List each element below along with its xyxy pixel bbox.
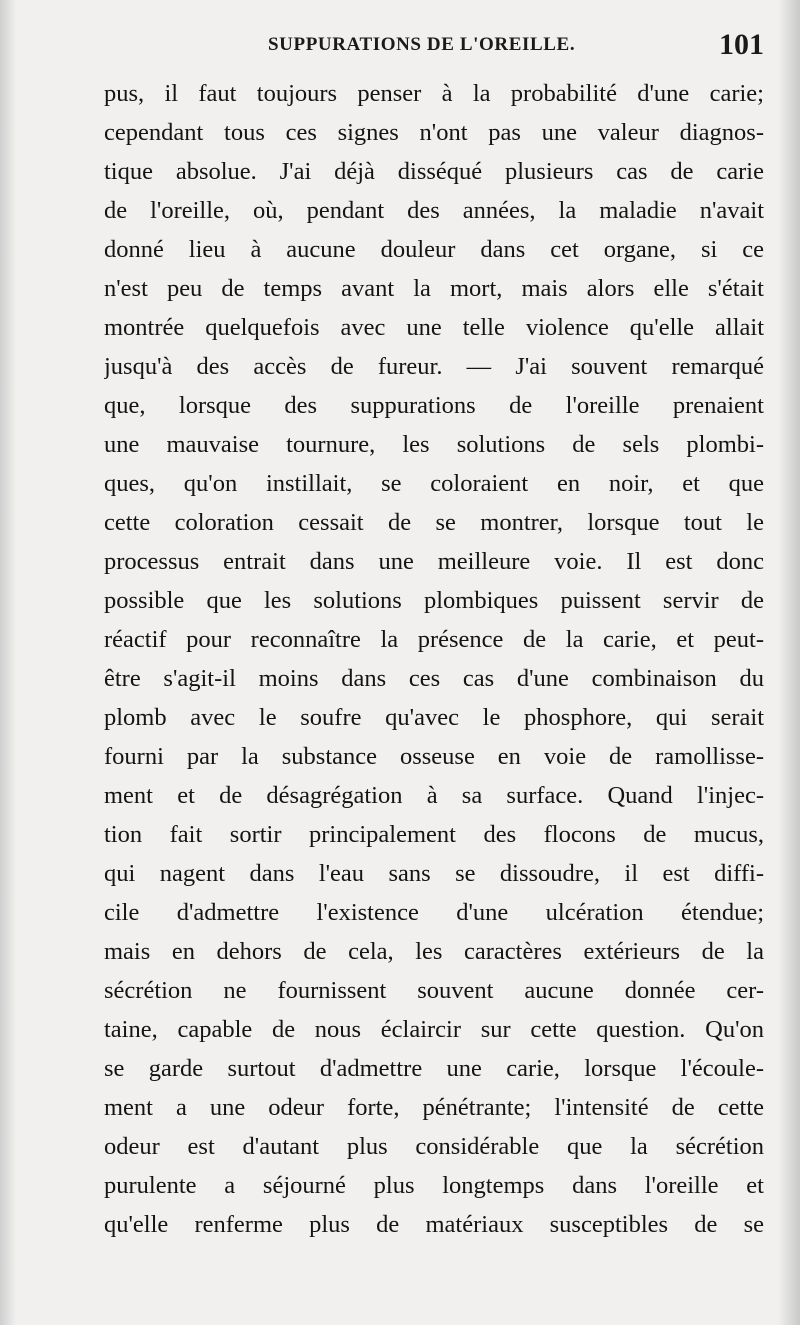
text-line: odeur est d'autant plus considérable que la sécrétion — [104, 1133, 764, 1160]
text-line: processus entrait dans une meilleure voie. Il est donc — [104, 548, 764, 575]
text-line: ques, qu'on instillait, se coloraient en noir, et que — [104, 470, 764, 497]
page-edge-shadow-right — [778, 0, 800, 1325]
text-line: possible que les solutions plombiques puissent servir de — [104, 587, 764, 614]
text-line: de l'oreille, où, pendant des années, la maladie n'avait — [104, 197, 764, 224]
page-number: 101 — [719, 28, 764, 61]
text-line: ment et de désagrégation à sa surface. Quand l'injec- — [104, 782, 764, 809]
text-line: tion fait sortir principalement des flocons de mucus, — [104, 821, 764, 848]
text-line: montrée quelquefois avec une telle violence qu'elle allait — [104, 314, 764, 341]
text-line: qu'elle renferme plus de matériaux susceptibles de se — [104, 1211, 764, 1238]
text-line: cile d'admettre l'existence d'une ulcération étendue; — [104, 899, 764, 926]
text-line: mais en dehors de cela, les caractères extérieurs de la — [104, 938, 764, 965]
text-line: cependant tous ces signes n'ont pas une valeur diagnos- — [104, 119, 764, 146]
text-line: qui nagent dans l'eau sans se dissoudre, il est diffi- — [104, 860, 764, 887]
running-title: SUPPURATIONS DE L'OREILLE. — [268, 34, 576, 55]
text-line: plomb avec le soufre qu'avec le phosphore, qui serait — [104, 704, 764, 731]
text-line: être s'agit-il moins dans ces cas d'une combinaison du — [104, 665, 764, 692]
text-line: cette coloration cessait de se montrer, lorsque tout le — [104, 509, 764, 536]
body-text — [104, 74, 764, 1244]
text-line: ment a une odeur forte, pénétrante; l'intensité de cette — [104, 1094, 764, 1121]
text-line: que, lorsque des suppurations de l'oreille prenaient — [104, 392, 764, 419]
text-line: se garde surtout d'admettre une carie, lorsque l'écoule- — [104, 1055, 764, 1082]
text-line: pus, il faut toujours penser à la probabilité d'une carie; — [104, 80, 764, 107]
text-line: purulente a séjourné plus longtemps dans l'oreille et — [104, 1172, 764, 1199]
text-line: donné lieu à aucune douleur dans cet organe, si ce — [104, 236, 764, 263]
text-line: une mauvaise tournure, les solutions de sels plombi- — [104, 431, 764, 458]
text-line: sécrétion ne fournissent souvent aucune donnée cer- — [104, 977, 764, 1004]
text-line: fourni par la substance osseuse en voie de ramollisse- — [104, 743, 764, 770]
text-line: n'est peu de temps avant la mort, mais alors elle s'était — [104, 275, 764, 302]
page-edge-shadow-left — [0, 0, 16, 1325]
text-line: réactif pour reconnaître la présence de la carie, et peut- — [104, 626, 764, 653]
text-line: taine, capable de nous éclaircir sur cette question. Qu'on — [104, 1016, 764, 1043]
text-line: jusqu'à des accès de fureur. — J'ai souvent remarqué — [104, 353, 764, 380]
text-line: tique absolue. J'ai déjà disséqué plusieurs cas de carie — [104, 158, 764, 185]
running-head — [104, 30, 764, 64]
